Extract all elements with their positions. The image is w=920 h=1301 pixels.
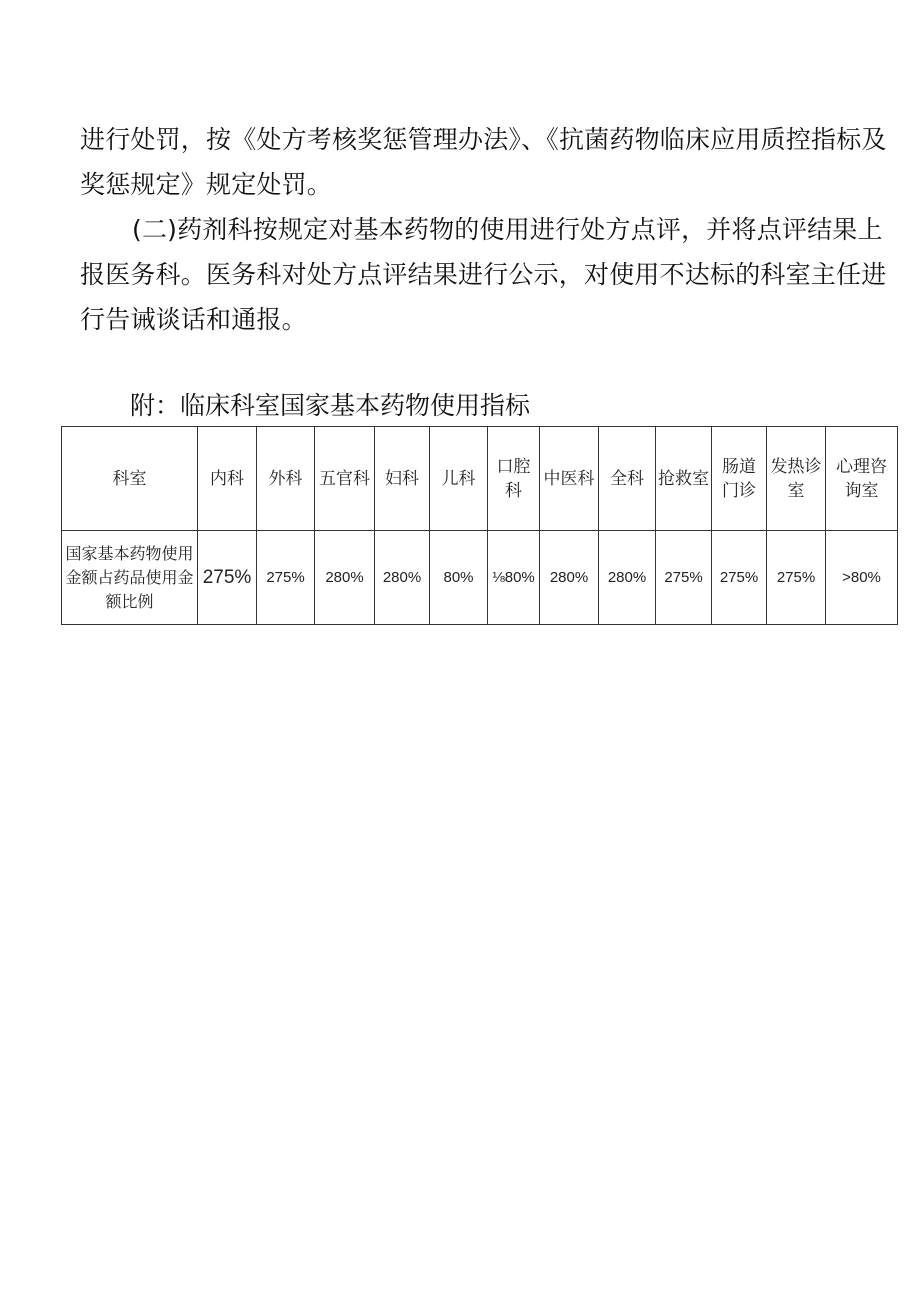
dept-header-cell: 内科: [198, 427, 257, 531]
value-cell: 275%: [712, 531, 767, 625]
dept-header-cell: 口腔科: [488, 427, 540, 531]
dept-header-cell: 抢救室: [656, 427, 712, 531]
dept-header-cell: 发热诊室: [767, 427, 826, 531]
table-header-row: [62, 427, 898, 531]
dept-header-cell: 五官科: [315, 427, 375, 531]
table-caption: 附：临床科室国家基本药物使用指标: [130, 391, 531, 420]
dept-header-cell: 肠道门诊: [712, 427, 767, 531]
dept-header-cell: 儿科: [430, 427, 488, 531]
value-cell: ⅛80%: [488, 531, 540, 625]
value-cell: 275%: [198, 531, 257, 625]
value-cell: 280%: [540, 531, 599, 625]
value-cell: 275%: [656, 531, 712, 625]
paragraph-penalty: 进行处罚，按《处方考核奖惩管理办法》、《抗菌药物临床应用质控指标及奖惩规定》规定处罚。: [80, 125, 887, 199]
dept-header-cell: 心理咨询室: [826, 427, 898, 531]
table-row: [62, 531, 898, 625]
header-label-cell: 科室: [62, 427, 198, 531]
dept-header-cell: 外科: [257, 427, 315, 531]
value-cell: 280%: [599, 531, 656, 625]
value-cell: >80%: [826, 531, 898, 625]
value-cell: 275%: [257, 531, 315, 625]
value-cell: 280%: [375, 531, 430, 625]
dept-header-cell: 中医科: [540, 427, 599, 531]
paragraph-prescription-review: (二)药剂科按规定对基本药物的使用进行处方点评，并将点评结果上报医务科。医务科对处方点评结果进行公示，对使用不达标的科室主任进行告诫谈话和通报。: [80, 215, 887, 334]
essential-drug-indicator-table: [61, 426, 898, 625]
row-label-cell: 国家基本药物使用金额占药品使用金额比例: [62, 531, 198, 625]
value-cell: 80%: [430, 531, 488, 625]
dept-header-cell: 妇科: [375, 427, 430, 531]
dept-header-cell: 全科: [599, 427, 656, 531]
value-cell: 275%: [767, 531, 826, 625]
value-cell: 280%: [315, 531, 375, 625]
